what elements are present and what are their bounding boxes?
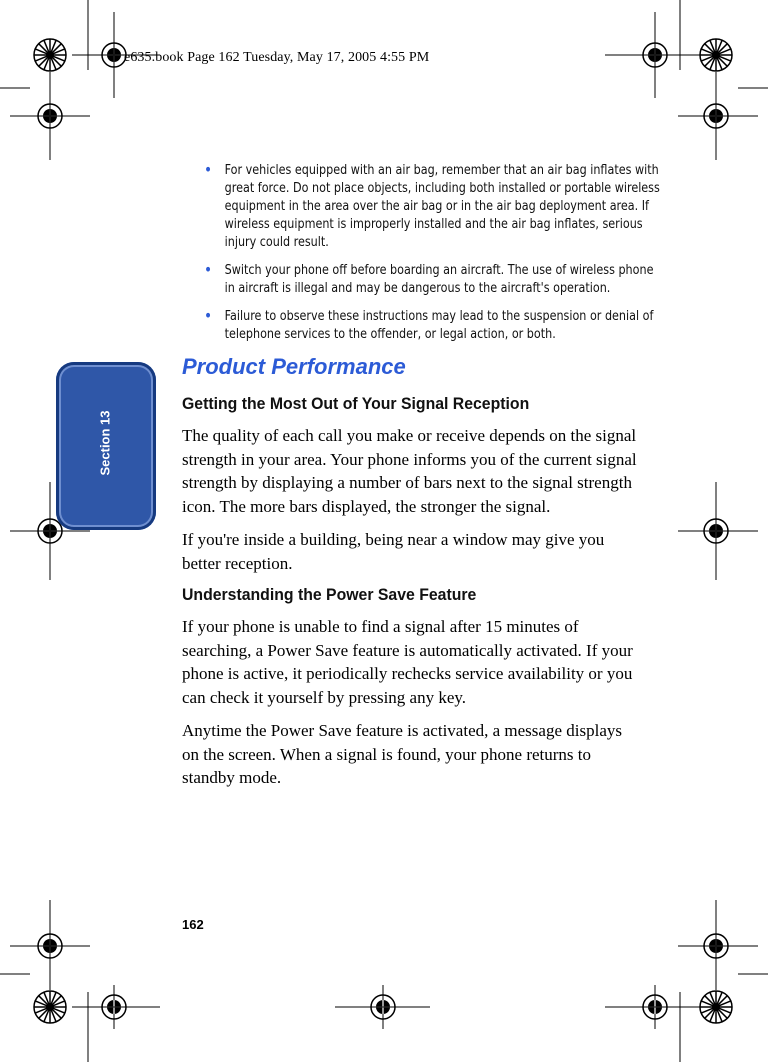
bullet-icon: • xyxy=(204,306,213,325)
bullet-icon: • xyxy=(204,260,213,279)
list-item xyxy=(204,262,663,298)
paragraph: Anytime the Power Save feature is activated, a message displays on the screen. When a signal is found, your phone returns to standby mode. xyxy=(182,721,622,787)
section-tab-label: Section 13 xyxy=(97,410,113,476)
registration-star-icon xyxy=(700,39,732,71)
bullet-icon: • xyxy=(204,160,213,179)
registration-star-icon xyxy=(700,991,732,1023)
bullet-list xyxy=(182,160,660,344)
page-number: 162 xyxy=(182,917,204,932)
print-slug: e635.book Page 162 Tuesday, May 17, 2005 4:55 PM xyxy=(124,50,430,65)
subsection-heading: Getting the Most Out of Your Signal Reception xyxy=(182,394,530,413)
list-item xyxy=(204,308,663,344)
paragraph: If your phone is unable to find a signal after 15 minutes of searching, a Power Save feature is automatically activated. If your phone is active, it periodically rechecks service availability or you can check it yourself by pressing any key. xyxy=(182,617,633,707)
bullet-text: Failure to observe these instructions may lead to the suspension or denial of telephone services to the offender, or legal action, or both. xyxy=(224,309,654,342)
subsection-heading: Understanding the Power Save Feature xyxy=(182,585,477,604)
registration-star-icon xyxy=(34,39,66,71)
page-content xyxy=(182,160,660,800)
paragraph: The quality of each call you make or receive depends on the signal strength in your area. Your phone informs you of the current signal strength by displaying a number of bars next to the signal strength icon. The more bars displayed, the stronger the signal. xyxy=(182,426,637,516)
registration-star-icon xyxy=(34,991,66,1023)
bullet-text: For vehicles equipped with an air bag, remember that an air bag inflates with great force. Do not place objects, including both installed or portable wireless equipment in the area over the air bag or in the air bag deployment area. If wireless equipment is improperly installed and the air bag inflates, serious injury could result. xyxy=(224,163,660,250)
section-heading: Product Performance xyxy=(182,354,406,379)
paragraph: If you're inside a building, being near a window may give you better reception. xyxy=(182,530,605,573)
bullet-text: Switch your phone off before boarding an aircraft. The use of wireless phone in aircraft is illegal and may be dangerous to the aircraft's operation. xyxy=(224,263,654,296)
list-item xyxy=(204,162,663,252)
